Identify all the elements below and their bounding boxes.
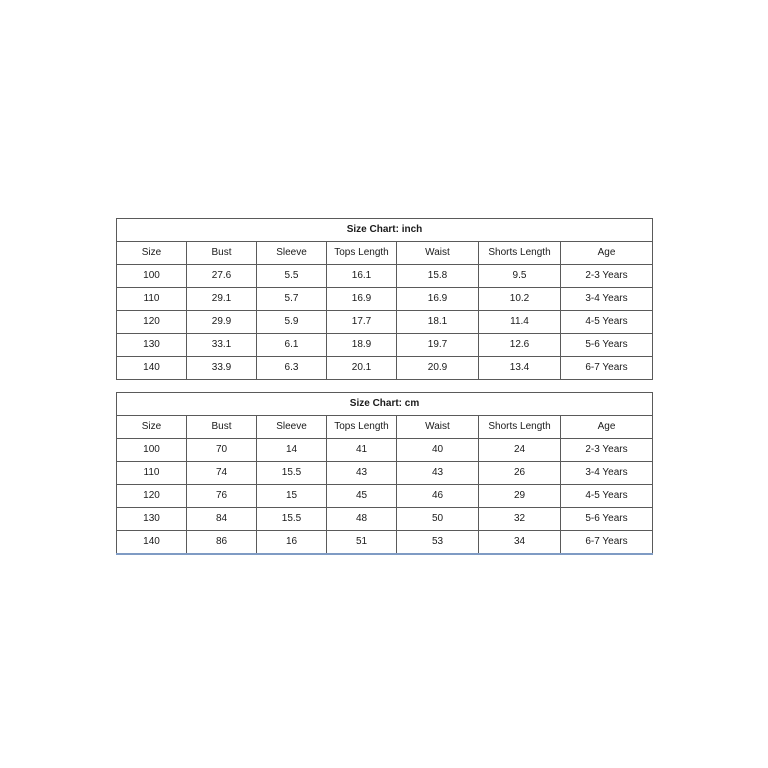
table-cell: 16 [257, 531, 327, 555]
table-cell: 26 [479, 462, 561, 485]
column-header: Tops Length [327, 242, 397, 265]
table-header-row [117, 416, 653, 439]
column-header: Tops Length [327, 416, 397, 439]
table-row [117, 334, 653, 357]
table-cell: 18.1 [397, 311, 479, 334]
table-cell: 110 [117, 288, 187, 311]
table-cell: 14 [257, 439, 327, 462]
table-row [117, 462, 653, 485]
column-header: Shorts Length [479, 416, 561, 439]
table-cell: 41 [327, 439, 397, 462]
column-header: Sleeve [257, 416, 327, 439]
table-cell: 45 [327, 485, 397, 508]
table-cell: 5-6 Years [561, 334, 653, 357]
size-chart-cm [116, 392, 653, 555]
table-cell: 4-5 Years [561, 311, 653, 334]
table-row [117, 357, 653, 380]
table-cell: 16.9 [397, 288, 479, 311]
column-header: Size [117, 242, 187, 265]
size-chart-inch [116, 218, 653, 380]
table-cell: 130 [117, 508, 187, 531]
table-cell: 6-7 Years [561, 531, 653, 555]
column-header: Bust [187, 416, 257, 439]
table-title-row [117, 219, 653, 242]
table-cell: 76 [187, 485, 257, 508]
table-cell: 51 [327, 531, 397, 555]
table-cell: 20.9 [397, 357, 479, 380]
table-cell: 24 [479, 439, 561, 462]
table-row [117, 439, 653, 462]
table-cell: 4-5 Years [561, 485, 653, 508]
table-cell: 16.9 [327, 288, 397, 311]
table-cell: 2-3 Years [561, 439, 653, 462]
table-cell: 29.9 [187, 311, 257, 334]
table-title: Size Chart: cm [117, 393, 653, 416]
table-cell: 15 [257, 485, 327, 508]
column-header: Age [561, 242, 653, 265]
table-title-row [117, 393, 653, 416]
table-cell: 5.9 [257, 311, 327, 334]
table-cell: 32 [479, 508, 561, 531]
table-cell: 13.4 [479, 357, 561, 380]
table-cell: 19.7 [397, 334, 479, 357]
table-cell: 86 [187, 531, 257, 555]
table-cell: 20.1 [327, 357, 397, 380]
table-cell: 50 [397, 508, 479, 531]
table-cell: 33.1 [187, 334, 257, 357]
table-cell: 9.5 [479, 265, 561, 288]
table-row [117, 508, 653, 531]
table-cell: 5.5 [257, 265, 327, 288]
table-row [117, 265, 653, 288]
table-cell: 12.6 [479, 334, 561, 357]
table-cell: 5.7 [257, 288, 327, 311]
table-cell: 48 [327, 508, 397, 531]
table-cell: 140 [117, 531, 187, 555]
table-cell: 34 [479, 531, 561, 555]
table-cell: 120 [117, 311, 187, 334]
table-cell: 6.3 [257, 357, 327, 380]
table-cell: 74 [187, 462, 257, 485]
table-cell: 5-6 Years [561, 508, 653, 531]
table-row [117, 288, 653, 311]
table-title: Size Chart: inch [117, 219, 653, 242]
column-header: Sleeve [257, 242, 327, 265]
table-cell: 53 [397, 531, 479, 555]
table-cell: 2-3 Years [561, 265, 653, 288]
table-row [117, 311, 653, 334]
table-row [117, 485, 653, 508]
table-cell: 33.9 [187, 357, 257, 380]
table-cell: 43 [327, 462, 397, 485]
table-cell: 15.5 [257, 462, 327, 485]
table-cell: 130 [117, 334, 187, 357]
table-header-row [117, 242, 653, 265]
table-cell: 27.6 [187, 265, 257, 288]
table-cell: 3-4 Years [561, 288, 653, 311]
table-cell: 10.2 [479, 288, 561, 311]
column-header: Bust [187, 242, 257, 265]
table-cell: 140 [117, 357, 187, 380]
table-cell: 3-4 Years [561, 462, 653, 485]
table-cell: 84 [187, 508, 257, 531]
table-cell: 43 [397, 462, 479, 485]
column-header: Waist [397, 242, 479, 265]
column-header: Size [117, 416, 187, 439]
table-cell: 18.9 [327, 334, 397, 357]
column-header: Shorts Length [479, 242, 561, 265]
table-cell: 100 [117, 439, 187, 462]
table-cell: 17.7 [327, 311, 397, 334]
table-cell: 120 [117, 485, 187, 508]
table-cell: 15.5 [257, 508, 327, 531]
table-cell: 15.8 [397, 265, 479, 288]
table-cell: 29.1 [187, 288, 257, 311]
table-cell: 6.1 [257, 334, 327, 357]
table-row [117, 531, 653, 555]
table-cell: 110 [117, 462, 187, 485]
table-cell: 46 [397, 485, 479, 508]
table-cell: 70 [187, 439, 257, 462]
table-cell: 40 [397, 439, 479, 462]
table-cell: 6-7 Years [561, 357, 653, 380]
table-cell: 16.1 [327, 265, 397, 288]
table-cell: 11.4 [479, 311, 561, 334]
table-cell: 29 [479, 485, 561, 508]
table-cell: 100 [117, 265, 187, 288]
column-header: Age [561, 416, 653, 439]
column-header: Waist [397, 416, 479, 439]
